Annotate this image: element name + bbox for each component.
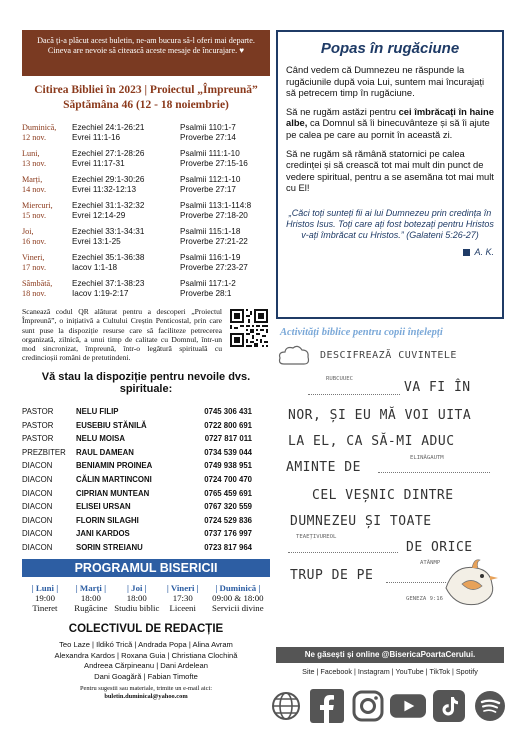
- left-column: [22, 30, 270, 701]
- cloud-icon: [278, 344, 310, 366]
- program-day: | Joi |: [127, 583, 147, 594]
- members-line: Teo Laze | Ildikó Trică | Andrada Popa | Alina Avram: [59, 640, 233, 650]
- prayer-paragraph: Să ne rugăm astăzi pentru cei îmbrăcați în haine albe, ca Domnul să îi binecuvânteze și să îi ajute pe calea pe care au pornit în această zi.: [286, 105, 494, 140]
- reading-ref: Ezechiel 35:1-36:38: [72, 253, 145, 262]
- reading-ref: Ezechiel 37:1-38:23: [72, 279, 145, 288]
- contact-role: DIACON: [22, 488, 53, 498]
- program-day: | Marți |: [75, 583, 107, 594]
- prayer-highlight: cei îmbrăcați în haine albe,: [286, 105, 494, 129]
- day-name: Sâmbătă,: [22, 279, 53, 288]
- puzzle-line: NOR, ȘI EU MĂ VOI UITA: [288, 408, 472, 423]
- contact-name: EUSEBIU STĂNILĂ: [76, 420, 147, 430]
- contact-role: PASTOR: [22, 434, 54, 444]
- qr-section: [22, 307, 270, 363]
- answer-blank[interactable]: [308, 394, 400, 395]
- reading-ref: Iacov 1:1-18: [72, 263, 118, 272]
- reading-ref: Evrei 11:32-12:13: [72, 185, 137, 194]
- prayer-title: Popas în rugăciune: [320, 40, 460, 57]
- contact-note: Pentru sugestii sau materiale, trimite un e-mail aici:: [79, 685, 213, 693]
- reading-ref: Proverbe 27:14: [180, 133, 236, 142]
- reading-ref: Psalmii 113:1-114:8: [180, 201, 252, 210]
- reading-ref: Proverbe 27:17: [180, 185, 236, 194]
- editorial-members: [22, 640, 270, 682]
- promo-banner: Dacă ți-a plăcut acest buletin, ne-am bucura să-l oferi mai departe. Cineva are nevoie să citească aceste mesaje de încurajare. ♥: [22, 30, 270, 76]
- contact-name: BENIAMIN PROINEA: [76, 461, 153, 471]
- reading-ref: Psalmii 115:1-18: [180, 227, 241, 236]
- day-name: Duminică,: [22, 123, 57, 132]
- contact-phone[interactable]: 0727 817 011: [204, 434, 252, 444]
- contact-row: [22, 459, 270, 473]
- reading-ref: Evrei 12:14-29: [72, 211, 126, 220]
- editorial-title: COLECTIVUL DE REDACȚIE: [68, 623, 224, 636]
- contact-role: DIACON: [22, 529, 53, 539]
- reading-day: [22, 201, 270, 227]
- reading-ref: Psalmii 111:1-10: [180, 149, 240, 158]
- contact-name: NELU FILIP: [76, 407, 119, 417]
- prayer-box: [276, 30, 504, 319]
- reading-title: Citirea Bibliei în 2023 | Proiectul „Împreună”: [34, 84, 258, 96]
- reading-day: [22, 227, 270, 253]
- reading-ref: Proverbe 28:1: [180, 289, 232, 298]
- day-date: 15 nov.: [22, 210, 47, 220]
- kids-title: Activități biblice pentru copii înțelepți: [280, 327, 443, 338]
- prayer-quote: „Căci toți sunteți fii ai lui Dumnezeu prin credința în Hristos Isus. Toți care ați fost botezați pentru Hristos v-ați îmbrăcat cu Hristos.” (Galateni 5:26-27): [286, 207, 494, 240]
- contact-role: DIACON: [22, 515, 53, 525]
- contact-role: PREZBITER: [22, 447, 66, 457]
- spotify-icon[interactable]: [472, 688, 508, 724]
- program-name: Servicii divine: [212, 603, 264, 614]
- availability-title: Vă stau la dispoziție pentru nevoile dvs. spirituale:: [41, 370, 251, 395]
- contact-name: SORIN STREIANU: [76, 543, 143, 553]
- contact-phone[interactable]: 0765 459 691: [204, 488, 252, 498]
- contact-phone[interactable]: 0724 529 836: [204, 515, 252, 525]
- contact-phone[interactable]: 0734 539 044: [204, 447, 252, 457]
- contact-phone[interactable]: 0722 800 691: [204, 420, 252, 430]
- puzzle-line: VA FI ÎN: [404, 380, 471, 395]
- contact-name: RAUL DAMEAN: [76, 447, 134, 457]
- prayer-signature: [286, 247, 494, 257]
- reading-ref: Proverbe 27:21-22: [180, 237, 248, 246]
- author-initials: A. K.: [474, 246, 494, 257]
- reading-ref: Proverbe 27:23-27: [180, 263, 248, 272]
- reading-ref: Ezechiel 33:1-34:31: [72, 227, 145, 236]
- answer-blank[interactable]: [386, 582, 446, 583]
- editorial-contact: [22, 685, 270, 700]
- contact-role: PASTOR: [22, 420, 54, 430]
- answer-blank[interactable]: [378, 472, 490, 473]
- contact-role: DIACON: [22, 502, 53, 512]
- contact-row: [22, 473, 270, 487]
- globe-icon[interactable]: [268, 688, 304, 724]
- contact-role: PASTOR: [22, 407, 54, 417]
- program-name: Tineret: [32, 603, 58, 614]
- day-date: 17 nov.: [22, 262, 47, 272]
- contact-phone[interactable]: 0724 700 470: [204, 475, 252, 485]
- prayer-paragraph: Să ne rugăm să rămână statornici pe calea credinței și să crească tot mai mult din punct de vedere spiritual, pentru a se asemăna tot mai mult cu El!: [286, 147, 494, 194]
- online-banner: Ne găsești și online @BisericaPoartaCerului.: [276, 647, 504, 663]
- members-line: Dani Goagără | Fabian Timofte: [94, 671, 198, 681]
- contact-name: CIPRIAN MUNTEAN: [76, 488, 150, 498]
- qr-code[interactable]: [230, 309, 268, 347]
- members-line: Andreea Cărpineanu | Dani Ardelean: [84, 661, 208, 671]
- day-name: Vineri,: [22, 253, 45, 262]
- word-puzzle: [276, 338, 504, 613]
- reading-ref: Ezechiel 27:1-28:26: [72, 149, 145, 158]
- day-date: 18 nov.: [22, 288, 47, 298]
- program-time: 17:30: [172, 593, 193, 604]
- program-name: Rugăcine: [74, 603, 108, 614]
- program-day: | Luni |: [31, 583, 59, 594]
- reading-ref: Proverbe 27:15-16: [180, 159, 248, 168]
- reading-ref: Psalmii 117:1-2: [180, 279, 236, 288]
- reading-ref: Ezechiel 29:1-30:26: [72, 175, 145, 184]
- reading-ref: Psalmii 112:1-10: [180, 175, 241, 184]
- bird-icon: [442, 554, 500, 610]
- contact-role: DIACON: [22, 475, 53, 485]
- contact-phone[interactable]: 0723 817 964: [204, 543, 252, 553]
- contact-phone[interactable]: 0745 306 431: [204, 407, 252, 417]
- social-icons: [268, 682, 508, 730]
- contact-row: [22, 486, 270, 500]
- day-date: 16 nov.: [22, 236, 47, 246]
- program-item: [206, 583, 270, 613]
- reading-day: [22, 149, 270, 175]
- puzzle-line: CEL VEȘNIC DINTRE: [312, 488, 454, 503]
- contact-row: [22, 405, 270, 419]
- reading-ref: Proverbe 27:18-20: [180, 211, 248, 220]
- right-column: [276, 30, 504, 613]
- program-name: Studiu biblic: [114, 603, 160, 614]
- program-day: | Duminică |: [215, 583, 261, 594]
- reading-ref: Ezechiel 31:1-32:32: [72, 201, 145, 210]
- instagram-icon[interactable]: [350, 688, 386, 724]
- program-time: 18:00: [126, 593, 147, 604]
- scrambled-word: ATĂNMP: [420, 560, 441, 566]
- contact-row: [22, 432, 270, 446]
- scrambled-word: TEAEȚIVUREOL: [296, 534, 337, 540]
- puzzle-line: LA EL, CA SĂ-MI ADUC: [288, 434, 455, 449]
- program-item: [160, 583, 206, 613]
- day-name: Luni,: [22, 149, 40, 158]
- reading-day: [22, 175, 270, 201]
- contact-phone[interactable]: 0749 938 951: [204, 461, 252, 471]
- day-date: 13 nov.: [22, 158, 47, 168]
- program-title: PROGRAMUL BISERICII: [22, 559, 270, 577]
- reading-ref: Psalmii 116:1-19: [180, 253, 241, 262]
- prayer-paragraph: Când vedem că Dumnezeu ne răspunde la rugăciunile după voia Lui, suntem mai încurajați să petrecem timp în rugăciune.: [286, 64, 485, 99]
- day-name: Miercuri,: [22, 201, 53, 210]
- answer-blank[interactable]: [288, 552, 398, 553]
- contact-name: ELISEI URSAN: [76, 502, 131, 512]
- program-time: 09:00 & 18:00: [212, 593, 264, 604]
- members-line: Alexandra Kardos | Roxana Guia | Christiana Clochină: [54, 650, 238, 660]
- puzzle-line: DUMNEZEU ȘI TOATE: [290, 514, 432, 529]
- reading-ref: Evrei 13:1-25: [72, 237, 121, 246]
- contact-phone[interactable]: 0767 320 559: [204, 502, 252, 512]
- contact-role: DIACON: [22, 461, 53, 471]
- contact-row: [22, 500, 270, 514]
- social-links: Site | Facebook | Instagram | YouTube | TikTok | Spotify: [302, 667, 478, 676]
- contact-name: FLORIN SILAGHI: [76, 515, 139, 525]
- reading-ref: Ezechiel 24:1-26:21: [72, 123, 145, 132]
- program-item: [68, 583, 114, 613]
- reading-ref: Psalmii 110:1-7: [180, 123, 236, 132]
- day-name: Marți,: [22, 175, 43, 184]
- program-name: Liceeni: [169, 603, 196, 614]
- verse-reference: GENEZA 9:16: [406, 596, 444, 602]
- contact-name: CĂLIN MARTINCONI: [76, 475, 152, 485]
- contact-list: [22, 405, 270, 555]
- facebook-icon[interactable]: [309, 688, 345, 724]
- reading-ref: Evrei 11:17-31: [72, 159, 125, 168]
- contact-row: [22, 514, 270, 528]
- program-item: [22, 583, 68, 613]
- day-date: 12 nov.: [22, 132, 47, 142]
- contact-role: DIACON: [22, 543, 53, 553]
- program-day: | Vineri |: [166, 583, 199, 594]
- puzzle-line: AMINTE DE: [286, 460, 361, 475]
- scrambled-word: ELINĂGAUTM: [410, 455, 444, 461]
- qr-description: Scanează codul QR alăturat pentru a descoperi „Proiectul Împreună”, o inițiativă a Cultului Creștin Penticostal, prin care sunt puse la dispoziție resurse care să faciliteze petrecerea organizată, zilnică, a unui timp de calitate cu Domnul, într-un mod sincronizat, împreună, într-o legătură spirituală cu credincioșii români de pretutindeni.: [22, 307, 222, 363]
- reading-week: Săptămâna 46 (12 - 18 noiembrie): [63, 99, 229, 111]
- puzzle-heading: DESCIFREAZĂ CUVINTELE: [320, 350, 457, 361]
- contact-row: [22, 527, 270, 541]
- scrambled-word: RUBCUUEC: [326, 376, 353, 382]
- contact-phone[interactable]: 0737 176 997: [204, 529, 252, 539]
- contact-row: [22, 418, 270, 432]
- reading-ref: Evrei 11:1-16: [72, 133, 121, 142]
- reading-ref: Iacov 1:19-2:17: [72, 289, 129, 298]
- contact-name: NELU MOISA: [76, 434, 125, 444]
- contact-email[interactable]: buletin.duminical@yahoo.com: [104, 692, 188, 700]
- program-item: [114, 583, 160, 613]
- contact-name: JANI KARDOS: [76, 529, 130, 539]
- reading-day: [22, 123, 270, 149]
- program-time: 19:00: [34, 593, 55, 604]
- tiktok-icon[interactable]: [431, 688, 467, 724]
- reading-schedule: [22, 123, 270, 305]
- reading-day: [22, 279, 270, 305]
- program-schedule: [22, 583, 270, 613]
- contact-row: [22, 446, 270, 460]
- puzzle-line: DE ORICE: [406, 540, 473, 555]
- program-time: 18:00: [80, 593, 101, 604]
- puzzle-line: TRUP DE PE: [290, 568, 374, 583]
- contact-row: [22, 541, 270, 555]
- day-date: 14 nov.: [22, 184, 47, 194]
- square-icon: [463, 249, 470, 256]
- day-name: Joi,: [22, 227, 34, 236]
- reading-day: [22, 253, 270, 279]
- youtube-icon[interactable]: [390, 688, 426, 724]
